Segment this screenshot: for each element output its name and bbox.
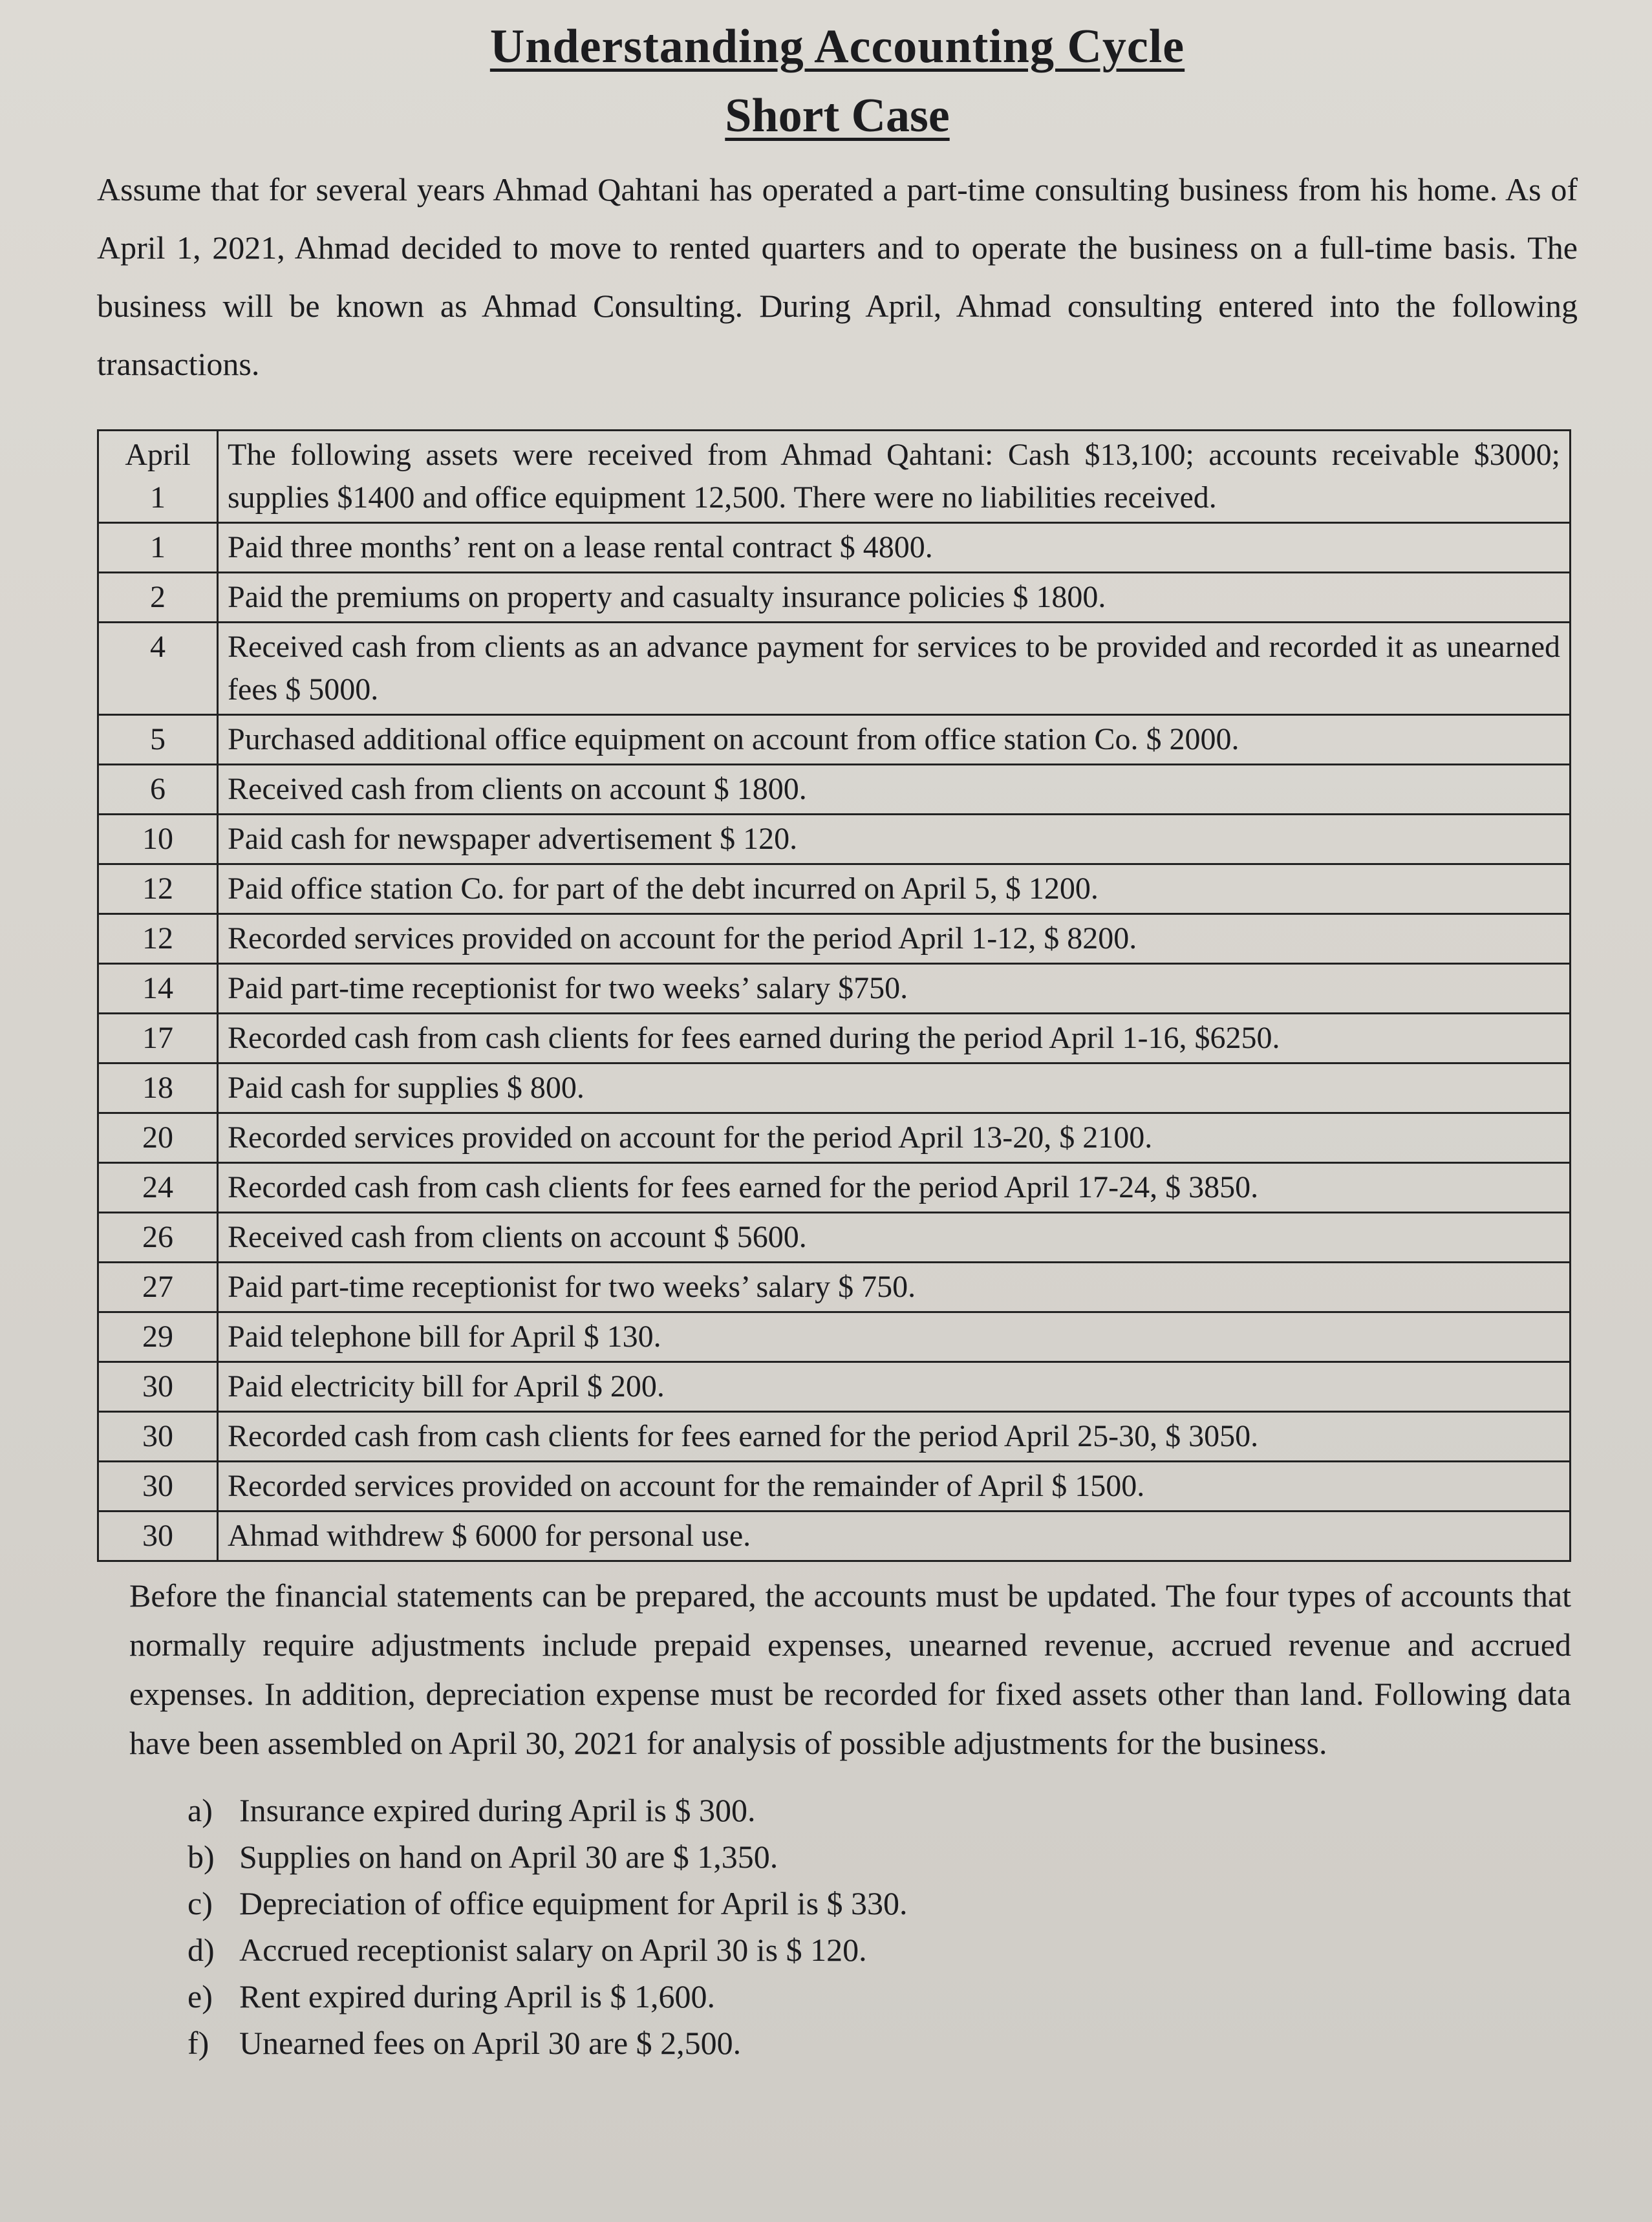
table-row xyxy=(98,815,1571,864)
description-cell: Recorded services provided on account for the period April 13-20, $ 2100. xyxy=(218,1113,1571,1163)
list-item xyxy=(188,1787,1578,1833)
day-label: 14 xyxy=(98,964,218,1014)
day-label: 2 xyxy=(98,573,218,623)
table-row xyxy=(98,1312,1571,1362)
description-cell: Paid part-time receptionist for two weeks’ salary $ 750. xyxy=(218,1263,1571,1312)
table-row xyxy=(98,1412,1571,1462)
day-label: 12 xyxy=(98,864,218,914)
day-label: 30 xyxy=(98,1512,218,1561)
table-row xyxy=(98,1113,1571,1163)
list-item-text: Depreciation of office equipment for April is $ 330. xyxy=(239,1885,908,1921)
table-row xyxy=(98,1163,1571,1213)
description-cell: Recorded cash from cash clients for fees earned during the period April 1-16, $6250. xyxy=(218,1014,1571,1063)
day-label: 18 xyxy=(98,1063,218,1113)
day-label: 24 xyxy=(98,1163,218,1213)
list-item xyxy=(188,1927,1578,1973)
table-row xyxy=(98,964,1571,1014)
document-title: Understanding Accounting Cycle xyxy=(489,20,1185,73)
day-label: 1 xyxy=(98,523,218,573)
table-row xyxy=(98,623,1571,715)
day-label: 1 xyxy=(150,480,166,515)
day-label: 10 xyxy=(98,815,218,864)
day-label: 29 xyxy=(98,1312,218,1362)
list-marker: e) xyxy=(188,1978,213,2014)
list-item-text: Unearned fees on April 30 are $ 2,500. xyxy=(239,2025,742,2061)
list-item xyxy=(188,1973,1578,2020)
description-cell: Recorded services provided on account for the period April 1-12, $ 8200. xyxy=(218,914,1571,964)
intro-paragraph: Assume that for several years Ahmad Qahtani has operated a part-time consulting business from his home. As of April 1, 2021, Ahmad decided to move to rented quarters and to operate the business on a full-time basis. The business will be known as Ahmad Consulting. During April, Ahmad consulting entered into the following transactions. xyxy=(97,171,1578,382)
description-cell: Recorded services provided on account for the remainder of April $ 1500. xyxy=(218,1462,1571,1512)
day-label: 27 xyxy=(98,1263,218,1312)
description-cell: Received cash from clients on account $ 1800. xyxy=(218,765,1571,815)
day-label: 26 xyxy=(98,1213,218,1263)
list-item xyxy=(188,1833,1578,1880)
description-cell: Paid three months’ rent on a lease rental contract $ 4800. xyxy=(218,523,1571,573)
list-item-text: Supplies on hand on April 30 are $ 1,350. xyxy=(239,1839,778,1875)
day-label: 12 xyxy=(98,914,218,964)
transactions-table xyxy=(97,429,1571,1562)
day-label: 30 xyxy=(98,1412,218,1462)
list-item-text: Accrued receptionist salary on April 30 is $ 120. xyxy=(239,1932,867,1968)
list-item xyxy=(188,1880,1578,1927)
table-row xyxy=(98,523,1571,573)
description-cell: Purchased additional office equipment on account from office station Co. $ 2000. xyxy=(218,715,1571,765)
description-cell: Paid part-time receptionist for two weeks’ salary $750. xyxy=(218,964,1571,1014)
table-row xyxy=(98,1263,1571,1312)
description-cell: Paid telephone bill for April $ 130. xyxy=(218,1312,1571,1362)
table-row xyxy=(98,1512,1571,1561)
day-label: 20 xyxy=(98,1113,218,1163)
table-row xyxy=(98,914,1571,964)
list-marker: f) xyxy=(188,2025,209,2061)
day-label: 30 xyxy=(98,1362,218,1412)
description-cell: Recorded cash from cash clients for fees earned for the period April 17-24, $ 3850. xyxy=(218,1163,1571,1213)
document-subtitle: Short Case xyxy=(725,89,950,142)
table-row xyxy=(98,431,1571,523)
description-cell: Paid the premiums on property and casualty insurance policies $ 1800. xyxy=(218,573,1571,623)
date-cell xyxy=(98,431,218,523)
list-item-text: Insurance expired during April is $ 300. xyxy=(239,1792,756,1828)
description-cell: Received cash from clients on account $ 5600. xyxy=(218,1213,1571,1263)
table-row xyxy=(98,1362,1571,1412)
table-row xyxy=(98,1213,1571,1263)
day-label: 17 xyxy=(98,1014,218,1063)
table-row xyxy=(98,864,1571,914)
description-cell: Paid cash for supplies $ 800. xyxy=(218,1063,1571,1113)
list-item xyxy=(188,2020,1578,2066)
adjustments-list xyxy=(188,1787,1578,2066)
description-cell: Ahmad withdrew $ 6000 for personal use. xyxy=(218,1512,1571,1561)
description-cell: Paid electricity bill for April $ 200. xyxy=(218,1362,1571,1412)
day-label: 6 xyxy=(98,765,218,815)
month-label: April xyxy=(125,438,191,472)
adjustments-intro-paragraph: Before the financial statements can be prepared, the accounts must be updated. The four types of accounts that normally require adjustments include prepaid expenses, unearned revenue, accrued revenue and accrued expenses. In addition, depreciation expense must be recorded for fixed assets other than land. Following data have been assembled on April 30, 2021 for analysis of possible adjustments for the business. xyxy=(129,1577,1571,1761)
document-page xyxy=(97,19,1578,2066)
day-label: 30 xyxy=(98,1462,218,1512)
day-label: 4 xyxy=(98,623,218,715)
list-marker: a) xyxy=(188,1792,213,1828)
table-row xyxy=(98,715,1571,765)
list-marker: b) xyxy=(188,1839,215,1875)
description-cell: Paid cash for newspaper advertisement $ 120. xyxy=(218,815,1571,864)
list-marker: c) xyxy=(188,1885,213,1921)
description-cell: Paid office station Co. for part of the debt incurred on April 5, $ 1200. xyxy=(218,864,1571,914)
description-cell: Received cash from clients as an advance payment for services to be provided and recorded it as unearned fees $ 5000. xyxy=(218,623,1571,715)
table-row xyxy=(98,573,1571,623)
list-item-text: Rent expired during April is $ 1,600. xyxy=(239,1978,716,2014)
day-label: 5 xyxy=(98,715,218,765)
table-row xyxy=(98,765,1571,815)
table-row xyxy=(98,1462,1571,1512)
description-cell: The following assets were received from Ahmad Qahtani: Cash $13,100; accounts receivable $3000; supplies $1400 and office equipment 12,500. There were no liabilities received. xyxy=(218,431,1571,523)
table-row xyxy=(98,1063,1571,1113)
table-row xyxy=(98,1014,1571,1063)
list-marker: d) xyxy=(188,1932,215,1968)
description-cell: Recorded cash from cash clients for fees earned for the period April 25-30, $ 3050. xyxy=(218,1412,1571,1462)
